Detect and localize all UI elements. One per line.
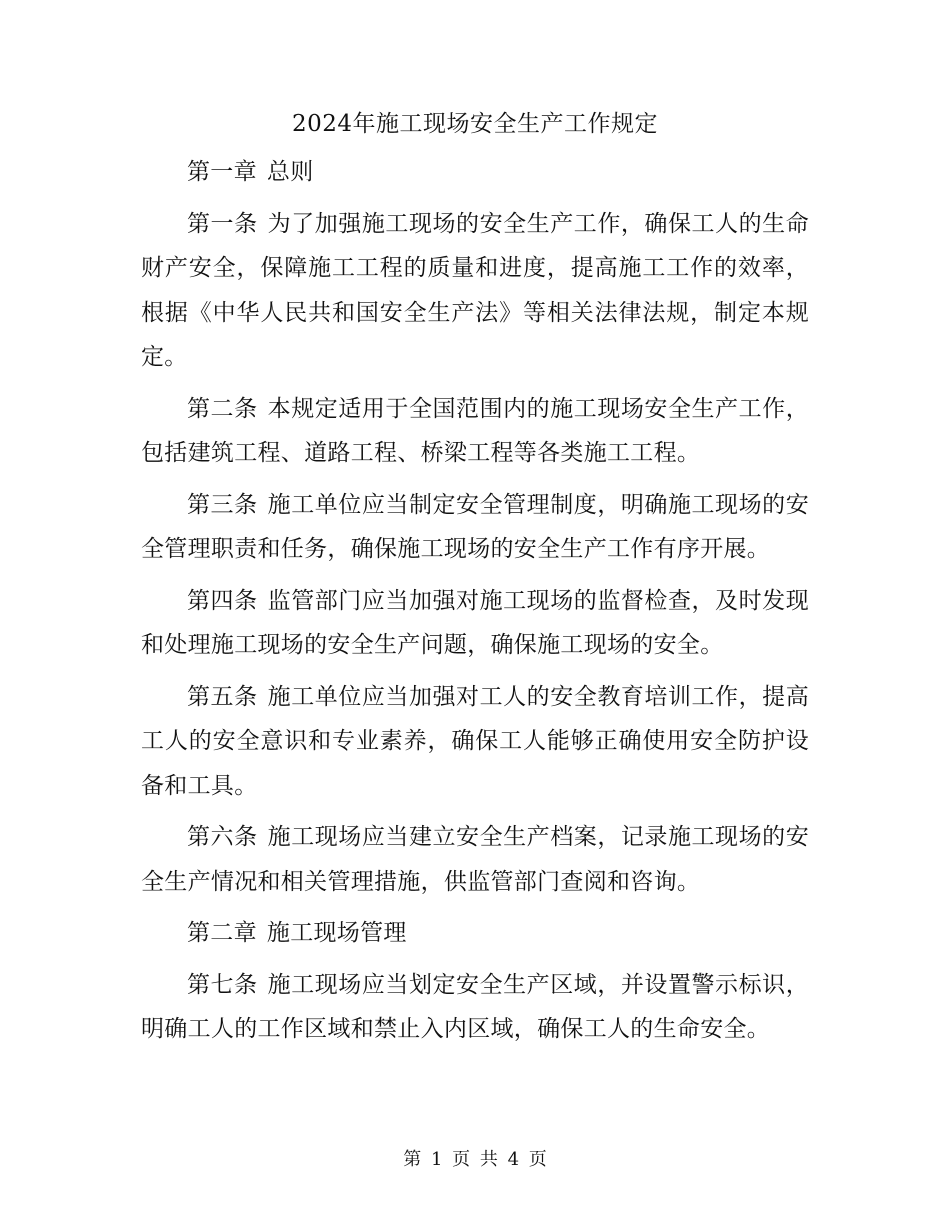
article-paragraph — [141, 579, 809, 668]
article-paragraph — [141, 387, 809, 476]
article-paragraph — [141, 483, 809, 572]
document-body — [141, 150, 809, 1059]
chapter-title: 施工现场管理 — [266, 920, 407, 946]
chapter-label: 第一章 — [187, 159, 257, 185]
article-label: 第三条 — [187, 491, 258, 518]
article-text: 施工现场应当划定安全生产区域，并设置警示标识，明确工人的工作区域和禁止入内区域，确保工人的生命安全。 — [141, 971, 810, 1042]
article-label: 第七条 — [187, 971, 258, 998]
chapter-label: 第二章 — [187, 920, 257, 946]
article-paragraph — [141, 675, 809, 809]
chapter-title: 总则 — [266, 159, 314, 185]
article-paragraph — [141, 202, 809, 380]
article-label: 第四条 — [187, 587, 258, 614]
article-text: 本规定适用于全国范围内的施工现场安全生产工作，包括建筑工程、道路工程、桥梁工程等各类施工工程。 — [141, 395, 810, 466]
article-label: 第二条 — [187, 395, 258, 422]
article-label: 第五条 — [187, 683, 258, 710]
article-label: 第一条 — [187, 210, 258, 237]
article-text: 为了加强施工现场的安全生产工作，确保工人的生命财产安全，保障施工工程的质量和进度，提高施工工作的效率，根据《中华人民共和国安全生产法》等相关法律法规，制定本规定。 — [141, 210, 810, 370]
page-number-footer: 第 1 页 共 4 页 — [403, 1149, 547, 1170]
document-title: 2024年施工现场安全生产工作规定 — [291, 111, 659, 137]
article-label: 第六条 — [187, 824, 258, 850]
article-text: 施工单位应当制定安全管理制度，明确施工现场的安全管理职责和任务，确保施工现场的安全生产工作有序开展。 — [141, 491, 810, 562]
article-paragraph — [141, 815, 809, 904]
article-paragraph — [141, 963, 809, 1052]
article-text: 施工单位应当加强对工人的安全教育培训工作，提高工人的安全意识和专业素养，确保工人能够正确使用安全防护设备和工具。 — [141, 683, 810, 799]
article-text: 施工现场应当建立安全生产档案，记录施工现场的安全生产情况和相关管理措施，供监管部门查阅和咨询。 — [141, 824, 810, 895]
chapter-heading — [141, 911, 809, 956]
article-text: 监管部门应当加强对施工现场的监督检查，及时发现和处理施工现场的安全生产问题，确保施工现场的安全。 — [141, 587, 810, 658]
chapter-heading — [141, 150, 809, 195]
